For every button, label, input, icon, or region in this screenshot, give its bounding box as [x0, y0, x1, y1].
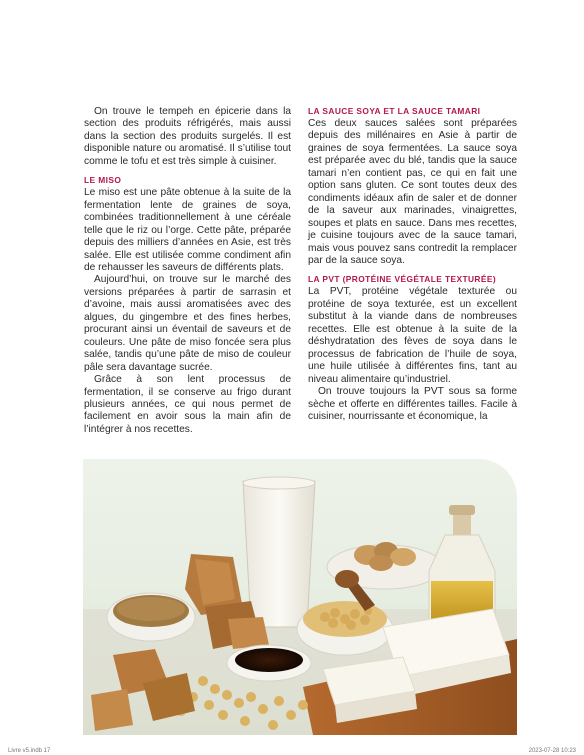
left-text-column — [84, 106, 291, 436]
pvt-paragraph-1: La PVT, protéine végétale texturée ou protéine de soya texturée, est un excellent substitut à la viande dans de nombreuses recettes. Elle est obtenue à la suite de la déshydratation des fèves de soya dans le processus de fabrication de l’huile de soya, une huile utilisée à différentes fins, tant au niveau alimentaire qu’industriel. — [308, 286, 517, 385]
footer-timestamp: 2023-07-28 10:23 — [528, 748, 576, 754]
soy-products-photo — [83, 459, 517, 735]
miso-paragraph-3: Grâce à son lent processus de fermentation, il se conserve au frigo durant plusieurs années, ce qui nous permet de facilement en avoir sous la main afin de l’intégrer à nos recettes. — [84, 374, 291, 435]
pvt-paragraph-2: On trouve toujours la PVT sous sa forme sèche et offerte en différentes tailles. Facile à cuisiner, nourrissante et économique, la — [308, 386, 517, 422]
miso-paragraph-2: Aujourd’hui, on trouve sur le marché des versions préparées à partir de sarrasin et d’avoine, mais aussi aromatisées avec des algues, du gingembre et des fines herbes, procurant ainsi un éventail de saveurs et de couleurs. Une pâte de miso foncée sera plus salée, tandis qu’une pâte de miso de couleur pâle sera davantage sucrée. — [84, 274, 291, 373]
sauce-heading: LA SAUCE SOYA ET LA SAUCE TAMARI — [308, 106, 481, 116]
pvt-heading: LA PVT (PROTÉINE VÉGÉTALE TEXTURÉE) — [308, 274, 497, 285]
miso-paragraph-1: Le miso est une pâte obtenue à la suite de la fermentation lente de graines de soya, combinées traditionnellement à une céréale telle que le riz ou l’orge. Cette pâte, préparée depuis des milliers d’années en Asie, est très salée. Elle est utilisée comme condiment afin de rehausser les saveurs de différents plats. — [84, 187, 291, 273]
tempeh-paragraph: On trouve le tempeh en épicerie dans la section des produits réfrigérés, mais aussi dans la section des produits surgelés. Il est disponible nature ou aromatisé. Il s’utilise tout comme le tofu et est très simple à cuisiner. — [84, 106, 291, 167]
sauce-paragraph: Ces deux sauces salées sont préparées depuis des millénaires en Asie à partir de graines de soya fermentées. La sauce soya est préparée avec du blé, tandis que la sauce tamari n’en contient pas, ce qui en fait une option sans gluten. Ce sont toutes deux des condiments idéaux afin de saler et de donner de la saveur aux marinades, vinaigrettes, soupes et plats en sauce. Dans mes recettes, je cuisine toujours avec de la sauce tamari, mais vous pouvez sans contredit la remplacer par de la sauce soya. — [308, 118, 517, 266]
miso-heading: LE MISO — [84, 175, 122, 186]
right-text-column — [308, 106, 517, 423]
footer-file-label: Livre v5.indb 17 — [8, 748, 51, 754]
